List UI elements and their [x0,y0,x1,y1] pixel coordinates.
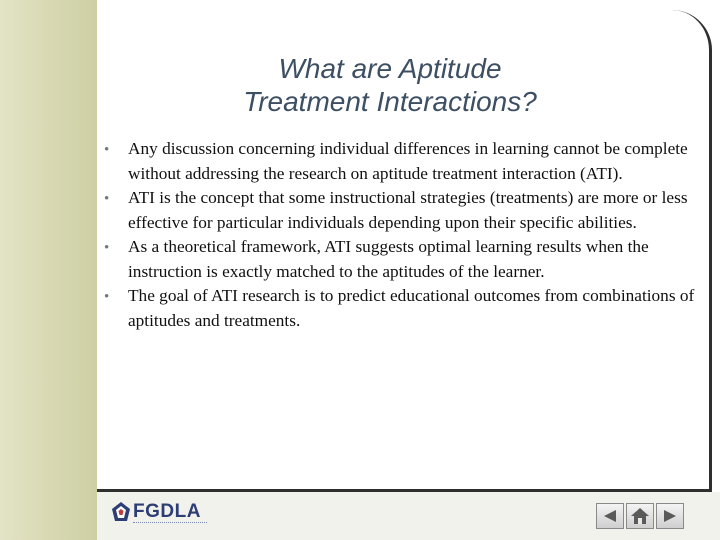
bullet-text: The goal of ATI research is to predict educational outcomes from combinations of aptitudes and treatments. [128,286,695,330]
next-slide-button[interactable] [656,503,684,529]
bullet-item [104,186,704,235]
bullet-icon: • [104,240,110,256]
bullet-item [104,137,704,186]
left-decorative-band [0,0,97,540]
logo-tagline-line [133,522,207,527]
logo-text: FGDLA [133,501,201,522]
bullet-item [104,284,704,333]
pentagon-seal-icon [111,501,131,525]
previous-slide-button[interactable] [596,503,624,529]
bullet-text: Any discussion concerning individual differences in learning cannot be complete without addressing the research on aptitude treatment interaction (ATI). [128,139,688,183]
previous-icon [601,508,619,524]
bullet-icon: • [104,191,110,207]
bullet-text: ATI is the concept that some instructional strategies (treatments) are more or less effective for particular individuals depending upon their specific abilities. [128,188,688,232]
next-icon [661,508,679,524]
slide-title [120,52,660,118]
bullet-icon: • [104,289,110,305]
bullet-item [104,235,704,284]
home-button[interactable] [626,503,654,529]
bullet-icon: • [104,142,110,158]
bullet-list [104,137,704,333]
title-line-1: What are Aptitude [278,53,502,84]
bullet-text: As a theoretical framework, ATI suggests optimal learning results when the instruction is exactly matched to the aptitudes of the learner. [128,237,649,281]
title-line-2: Treatment Interactions? [243,86,537,117]
home-icon [630,507,650,525]
fgdla-logo [111,501,207,531]
